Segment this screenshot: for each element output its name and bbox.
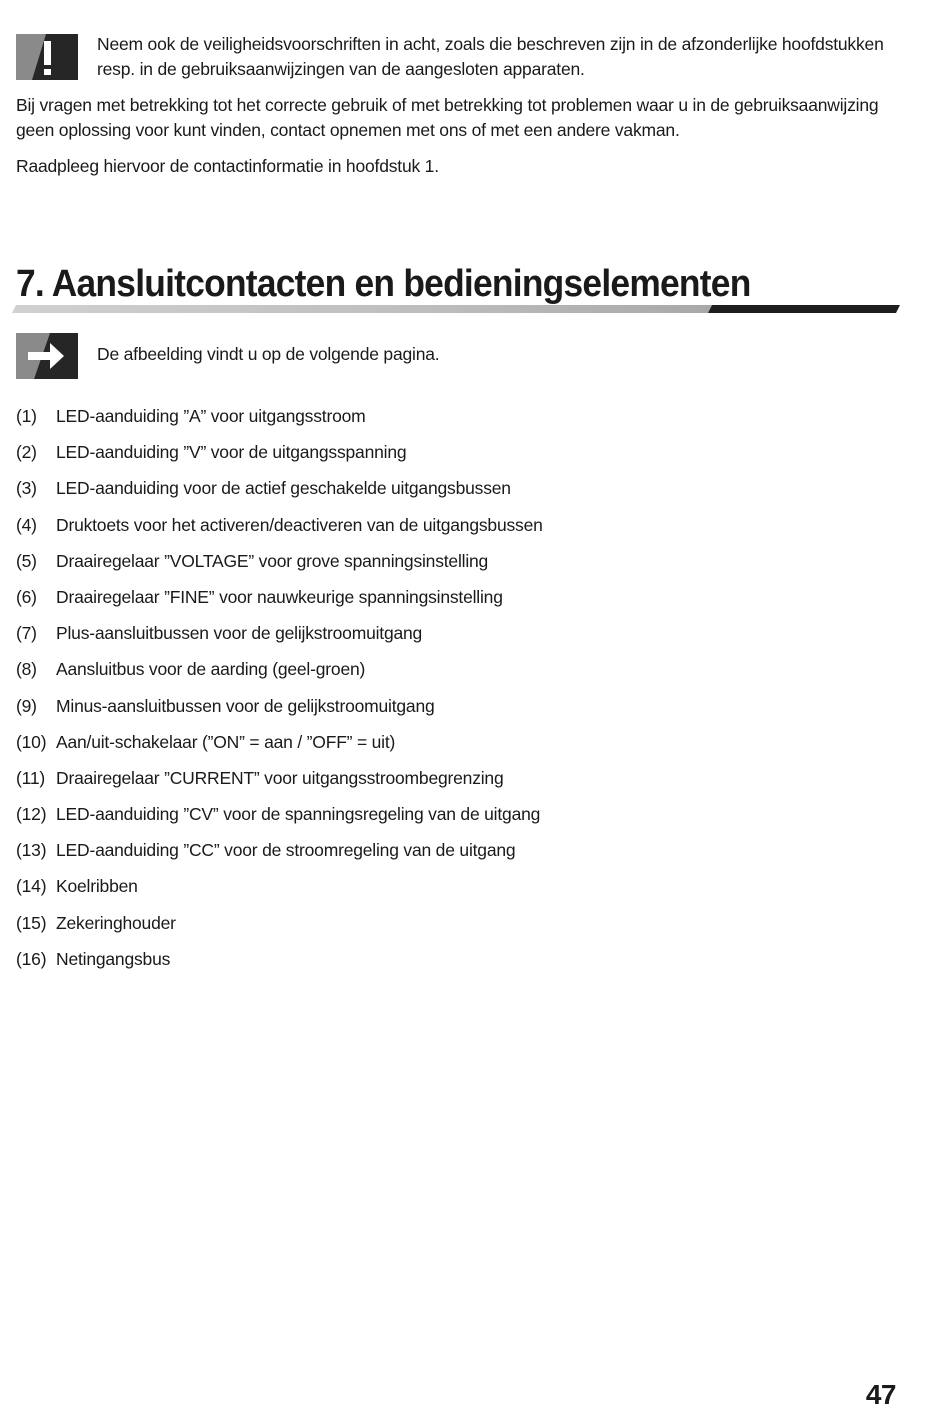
item-number: (4) xyxy=(16,514,37,535)
item-text: Koelribben xyxy=(56,876,138,897)
item-text: LED-aanduiding ”A” voor uitgangsstroom xyxy=(56,406,366,426)
item-number: (14) xyxy=(16,876,47,897)
item-text: Draairegelaar ”FINE” voor nauwkeurige spanningsinstelling xyxy=(56,586,503,607)
item-text: Netingangsbus xyxy=(56,948,171,969)
list-item xyxy=(16,838,543,874)
list-item xyxy=(16,802,543,838)
item-number: (1) xyxy=(16,406,37,426)
item-text: Aan/uit-schakelaar (”ON” = aan / ”OFF” = uit) xyxy=(56,731,396,752)
section-title: 7. Aansluitcontacten en bedieningselementen xyxy=(16,263,751,305)
exclamation-icon xyxy=(16,34,78,80)
item-number: (3) xyxy=(16,478,37,499)
item-number: (12) xyxy=(16,804,47,825)
item-number: (10) xyxy=(16,731,47,752)
item-text: Minus-aansluitbussen voor de gelijkstroomuitgang xyxy=(56,695,435,716)
item-number: (16) xyxy=(16,948,47,969)
item-text: LED-aanduiding voor de actief geschakelde uitgangsbussen xyxy=(56,478,511,499)
item-text: Plus-aansluitbussen voor de gelijkstroomuitgang xyxy=(56,623,423,644)
list-item xyxy=(16,657,543,693)
item-number: (8) xyxy=(16,659,37,680)
title-underline xyxy=(12,305,900,313)
list-item xyxy=(16,549,543,585)
item-text: LED-aanduiding ”V” voor de uitgangsspanning xyxy=(56,442,407,463)
arrow-right-icon xyxy=(16,333,78,379)
item-text: LED-aanduiding ”CC” voor de stroomregeling van de uitgang xyxy=(56,840,516,861)
intro-paragraph: Bij vragen met betrekking tot het correcte gebruik of met betrekking tot problemen waar u in de gebruiksaanwijzing geen oplossing voor kunt vinden, contact opnemen met ons of met een andere vakman. xyxy=(16,95,879,140)
components-list xyxy=(16,404,543,983)
list-item xyxy=(16,513,543,549)
list-item xyxy=(16,621,543,657)
item-number: (6) xyxy=(16,586,37,607)
item-number: (9) xyxy=(16,695,37,716)
list-item xyxy=(16,694,543,730)
list-item xyxy=(16,476,543,512)
list-item xyxy=(16,730,543,766)
list-item xyxy=(16,911,543,947)
item-text: Zekeringhouder xyxy=(56,912,176,933)
item-number: (7) xyxy=(16,623,37,644)
note-text: De afbeelding vindt u op de volgende pagina. xyxy=(97,344,440,364)
contact-reference: Raadpleeg hiervoor de contactinformatie in hoofdstuk 1. xyxy=(16,156,439,176)
item-number: (11) xyxy=(16,767,46,788)
item-text: Druktoets voor het activeren/deactiveren van de uitgangsbussen xyxy=(56,514,543,535)
item-number: (5) xyxy=(16,550,37,571)
list-item xyxy=(16,766,543,802)
list-item xyxy=(16,947,543,983)
list-item xyxy=(16,404,543,440)
item-text: Draairegelaar ”VOLTAGE” voor grove spanningsinstelling xyxy=(56,550,489,571)
item-text: Draairegelaar ”CURRENT” voor uitgangsstroombegrenzing xyxy=(56,767,504,788)
item-number: (15) xyxy=(16,912,47,933)
item-number: (2) xyxy=(16,442,37,463)
list-item xyxy=(16,585,543,621)
item-number: (13) xyxy=(16,840,47,861)
list-item xyxy=(16,874,543,910)
warning-text: Neem ook de veiligheidsvoorschriften in acht, zoals die beschreven zijn in de afzonderlijke hoofdstukken resp. in de gebruiksaanwijzingen van de aangesloten apparaten. xyxy=(97,34,884,79)
page-number: 47 xyxy=(865,1379,896,1410)
item-text: LED-aanduiding ”CV” voor de spanningsregeling van de uitgang xyxy=(56,804,541,825)
item-text: Aansluitbus voor de aarding (geel-groen) xyxy=(56,659,366,680)
list-item xyxy=(16,440,543,476)
